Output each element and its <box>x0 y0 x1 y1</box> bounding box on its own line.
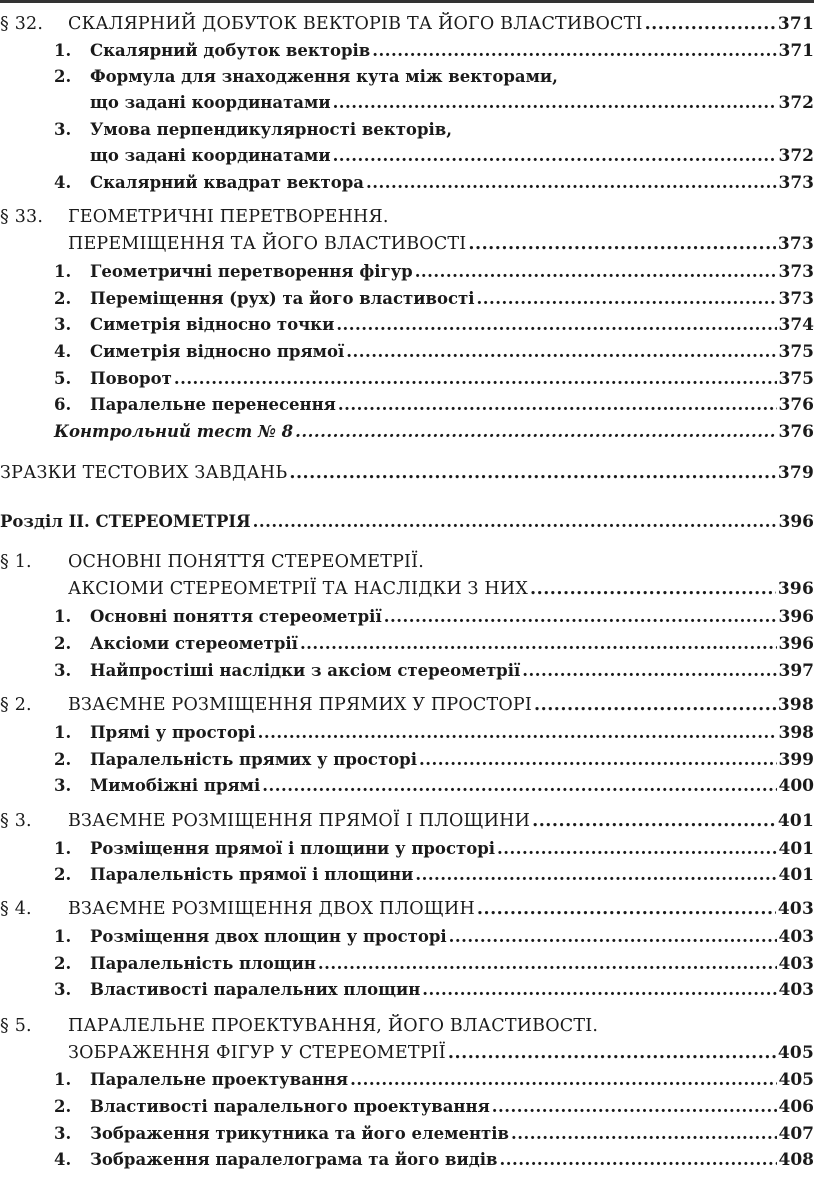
toc-entry[interactable] <box>0 977 814 1003</box>
top-rule <box>0 0 814 3</box>
entry-title: Скалярний квадрат вектора <box>90 173 364 192</box>
entry-page: 371 <box>777 14 814 34</box>
entry-title: Переміщення (рух) та його властивості <box>90 289 475 308</box>
leader-dots <box>366 170 777 196</box>
entry-page: 399 <box>778 750 814 770</box>
entry-title: Мимобіжні прямі <box>90 776 261 795</box>
entry-title: Розділ ІІ. СТЕРЕОМЕТРІЯ <box>0 512 251 531</box>
toc-entry[interactable] <box>0 747 814 773</box>
entry-title: ЗРАЗКИ ТЕСТОВИХ ЗАВДАНЬ <box>0 463 288 483</box>
entry-number: 5. <box>54 369 72 388</box>
entry-page: 407 <box>778 1124 814 1144</box>
leader-dots <box>350 1067 776 1093</box>
leader-dots <box>497 836 776 862</box>
entry-title: ГЕОМЕТРИЧНІ ПЕРЕТВОРЕННЯ. <box>68 207 389 227</box>
leader-dots <box>422 977 776 1003</box>
entry-title: Умова перпендикулярності векторів, <box>90 120 452 139</box>
leader-dots <box>346 339 776 365</box>
entry-title: ПАРАЛЕЛЬНЕ ПРОЕКТУВАННЯ, ЙОГО ВЛАСТИВОСТІ. <box>68 1016 599 1036</box>
entry-number: 2. <box>54 954 72 973</box>
leader-dots <box>333 90 777 116</box>
toc-entry[interactable] <box>0 1067 814 1093</box>
entry-title: Геометричні перетворення фігур <box>90 262 413 281</box>
entry-page: 403 <box>778 954 814 974</box>
leader-dots <box>372 38 776 64</box>
entry-number: § 32. <box>0 14 44 34</box>
entry-page: 406 <box>778 1097 814 1117</box>
entry-page: 375 <box>778 342 814 362</box>
toc-entry[interactable] <box>0 631 814 657</box>
entry-title: Найпростіші наслідки з аксіом стереометрії <box>90 661 521 680</box>
entry-number: 2. <box>54 865 72 884</box>
entry-page: 403 <box>778 980 814 1000</box>
entry-page: 405 <box>778 1070 814 1090</box>
leader-dots <box>534 692 776 718</box>
entry-page: 376 <box>778 395 814 415</box>
entry-page: 372 <box>778 93 814 113</box>
entry-title: ОСНОВНІ ПОНЯТТЯ СТЕРЕОМЕТРІЇ. <box>68 552 425 572</box>
leader-dots <box>415 862 776 888</box>
toc-entry-section-5[interactable] <box>0 1013 814 1039</box>
entry-title: Прямі у просторі <box>90 723 256 742</box>
toc-entry-continuation[interactable] <box>0 90 814 116</box>
leader-dots <box>415 259 777 285</box>
toc-entry-continuation[interactable] <box>0 231 814 257</box>
entry-number: 3. <box>54 1124 72 1143</box>
entry-title: Формула для знаходження кута між векторами, <box>90 67 558 86</box>
toc-entry[interactable] <box>0 951 814 977</box>
entry-title: Властивості паралельного проектування <box>90 1097 490 1116</box>
entry-page: 371 <box>778 41 814 61</box>
leader-dots <box>253 509 777 535</box>
entry-title: Контрольний тест № 8 <box>54 422 294 441</box>
toc-entry-test-samples[interactable] <box>0 460 814 486</box>
entry-title: Розміщення прямої і площини у просторі <box>90 839 496 858</box>
entry-page: 396 <box>777 579 814 599</box>
entry-number: 1. <box>54 41 72 60</box>
entry-page: 403 <box>777 899 814 919</box>
entry-number: 1. <box>54 839 72 858</box>
entry-title: СКАЛЯРНИЙ ДОБУТОК ВЕКТОРІВ ТА ЙОГО ВЛАСТИВОСТІ <box>68 14 643 34</box>
entry-title: ВЗАЄМНЕ РОЗМІЩЕННЯ ПРЯМИХ У ПРОСТОРІ <box>68 695 533 715</box>
entry-page: 396 <box>778 634 814 654</box>
toc-entry[interactable] <box>0 64 814 90</box>
entry-page: 397 <box>778 661 814 681</box>
toc-entry[interactable] <box>0 392 814 418</box>
entry-number: 4. <box>54 1150 72 1169</box>
entry-page: 376 <box>778 422 814 442</box>
entry-number: § 5. <box>0 1016 32 1036</box>
toc-entry-control-test[interactable] <box>0 419 814 445</box>
leader-dots <box>645 11 776 37</box>
entry-page: 396 <box>778 607 814 627</box>
entry-number: § 1. <box>0 552 32 572</box>
toc-entry[interactable] <box>0 286 814 312</box>
entry-title: Паралельність прямих у просторі <box>90 750 417 769</box>
entry-title: Симетрія відносно точки <box>90 315 335 334</box>
entry-number: 2. <box>54 634 72 653</box>
toc-entry[interactable] <box>0 312 814 338</box>
leader-dots <box>295 419 776 445</box>
entry-number: 4. <box>54 173 72 192</box>
entry-page: 373 <box>778 262 814 282</box>
toc-entry[interactable] <box>0 117 814 143</box>
toc-entry[interactable] <box>0 862 814 888</box>
entry-page: 374 <box>778 315 814 335</box>
entry-title: ВЗАЄМНЕ РОЗМІЩЕННЯ ДВОХ ПЛОЩИН <box>68 899 475 919</box>
toc-entry-continuation[interactable] <box>0 1040 814 1066</box>
entry-number: 1. <box>54 607 72 626</box>
leader-dots <box>511 1121 776 1147</box>
entry-number: 2. <box>54 750 72 769</box>
leader-dots <box>530 576 776 602</box>
leader-dots <box>318 951 777 977</box>
entry-title: Симетрія відносно прямої <box>90 342 345 361</box>
entry-page: 375 <box>778 369 814 389</box>
entry-number: 3. <box>54 120 72 139</box>
entry-page: 401 <box>778 865 814 885</box>
leader-dots <box>174 366 777 392</box>
leader-dots <box>289 460 776 486</box>
toc-entry[interactable] <box>0 1094 814 1120</box>
toc-entry[interactable] <box>0 720 814 746</box>
leader-dots <box>449 924 777 950</box>
entry-number: 6. <box>54 395 72 414</box>
entry-number: 3. <box>54 315 72 334</box>
entry-page: 403 <box>778 927 814 947</box>
entry-page: 398 <box>778 723 814 743</box>
leader-dots <box>300 631 777 657</box>
toc-entry-section-33[interactable] <box>0 204 814 230</box>
entry-title: Розміщення двох площин у просторі <box>90 927 447 946</box>
entry-number: 4. <box>54 342 72 361</box>
entry-title: Аксіоми стереометрії <box>90 634 298 653</box>
entry-title: ПЕРЕМІЩЕННЯ ТА ЙОГО ВЛАСТИВОСТІ <box>68 234 467 254</box>
entry-number: 1. <box>54 1070 72 1089</box>
toc-entry[interactable] <box>0 924 814 950</box>
entry-number: 2. <box>54 1097 72 1116</box>
entry-number: 3. <box>54 776 72 795</box>
toc-entry[interactable] <box>0 170 814 196</box>
entry-number: 2. <box>54 289 72 308</box>
toc-entry-section-1[interactable] <box>0 549 814 575</box>
entry-title: ВЗАЄМНЕ РОЗМІЩЕННЯ ПРЯМОЇ І ПЛОЩИНИ <box>68 811 531 831</box>
entry-page: 401 <box>778 839 814 859</box>
leader-dots <box>448 1040 776 1066</box>
leader-dots <box>333 143 777 169</box>
toc-entry[interactable] <box>0 836 814 862</box>
entry-page: 398 <box>777 695 814 715</box>
entry-title: ЗОБРАЖЕННЯ ФІГУР У СТЕРЕОМЕТРІЇ <box>68 1043 446 1063</box>
leader-dots <box>336 312 776 338</box>
entry-title: Зображення паралелограма та його видів <box>90 1150 498 1169</box>
entry-number: 3. <box>54 980 72 999</box>
entry-number: 1. <box>54 262 72 281</box>
entry-title: Паралельне проектування <box>90 1070 349 1089</box>
leader-dots <box>477 286 777 312</box>
toc-entry[interactable] <box>0 658 814 684</box>
leader-dots <box>532 808 776 834</box>
toc-entry[interactable] <box>0 1147 814 1173</box>
entry-title: Паралельність площин <box>90 954 316 973</box>
leader-dots <box>338 392 777 418</box>
leader-dots <box>492 1094 777 1120</box>
toc-entry[interactable] <box>0 259 814 285</box>
entry-title: Скалярний добуток векторів <box>90 41 371 60</box>
entry-page: 400 <box>778 776 814 796</box>
toc-entry-continuation[interactable] <box>0 143 814 169</box>
leader-dots <box>258 720 777 746</box>
toc-entry[interactable] <box>0 1121 814 1147</box>
toc-entry[interactable] <box>0 339 814 365</box>
toc-entry-part-2[interactable] <box>0 509 814 535</box>
entry-number: § 3. <box>0 811 32 831</box>
entry-number: § 2. <box>0 695 32 715</box>
leader-dots <box>477 896 776 922</box>
entry-page: 373 <box>778 173 814 193</box>
leader-dots <box>468 231 776 257</box>
toc-entry-section-3[interactable] <box>0 808 814 834</box>
entry-number: 1. <box>54 927 72 946</box>
entry-title: Зображення трикутника та його елементів <box>90 1124 510 1143</box>
entry-page: 372 <box>778 146 814 166</box>
entry-title: Основні поняття стереометрії <box>90 607 382 626</box>
entry-number: 2. <box>54 67 72 86</box>
toc-entry-section-32[interactable] <box>0 11 814 37</box>
leader-dots <box>262 773 776 799</box>
entry-page: 396 <box>778 512 814 532</box>
leader-dots <box>384 604 777 630</box>
entry-page: 401 <box>777 811 814 831</box>
leader-dots <box>419 747 777 773</box>
entry-title: Поворот <box>90 369 172 388</box>
toc-entry[interactable] <box>0 366 814 392</box>
entry-number: 1. <box>54 723 72 742</box>
entry-number: § 4. <box>0 899 32 919</box>
toc-entry-section-2[interactable] <box>0 692 814 718</box>
leader-dots <box>499 1147 776 1173</box>
entry-title: що задані координатами <box>90 93 331 112</box>
entry-title: що задані координатами <box>90 146 331 165</box>
entry-number: § 33. <box>0 207 44 227</box>
leader-dots <box>522 658 776 684</box>
entry-page: 379 <box>777 463 814 483</box>
entry-page: 405 <box>777 1043 814 1063</box>
entry-page: 373 <box>778 289 814 309</box>
entry-page: 373 <box>777 234 814 254</box>
toc-entry-section-4[interactable] <box>0 896 814 922</box>
entry-title: Властивості паралельних площин <box>90 980 421 999</box>
entry-number: 3. <box>54 661 72 680</box>
entry-title: Паралельність прямої і площини <box>90 865 414 884</box>
toc-entry[interactable] <box>0 773 814 799</box>
toc-entry[interactable] <box>0 38 814 64</box>
toc-entry[interactable] <box>0 604 814 630</box>
entry-page: 408 <box>778 1150 814 1170</box>
entry-title: Паралельне перенесення <box>90 395 336 414</box>
entry-title: АКСІОМИ СТЕРЕОМЕТРІЇ ТА НАСЛІДКИ З НИХ <box>68 579 529 599</box>
toc-entry-continuation[interactable] <box>0 576 814 602</box>
